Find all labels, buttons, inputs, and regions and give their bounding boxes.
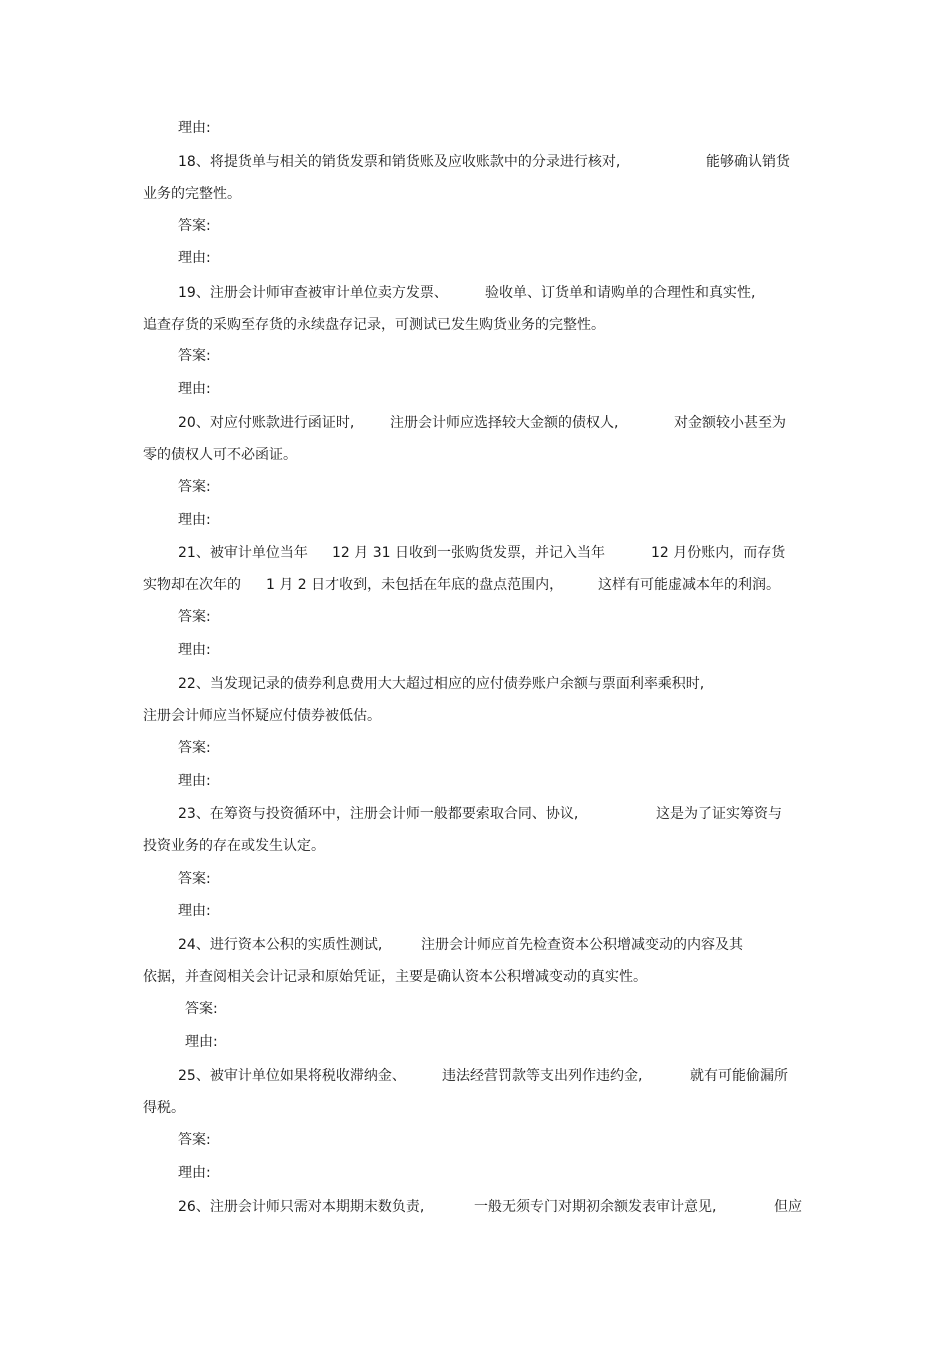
question-19-line-2: 追查存货的采购至存货的永续盘存记录，可测试已发生购货业务的完整性。 [143, 317, 605, 333]
answer-label: 答案: [178, 1132, 211, 1148]
question-18-line-2: 业务的完整性。 [143, 186, 241, 202]
question-text: 违法经营罚款等支出列作违约金, [442, 1068, 643, 1084]
question-text: 验收单、订货单和请购单的合理性和真实性, [485, 285, 756, 301]
question-text: 实物却在次年的 [143, 577, 241, 593]
reason-label: 理由: [178, 381, 211, 397]
question-text: 20、对应付账款进行函证时, [178, 415, 355, 431]
question-text: 注册会计师应首先检查资本公积增减变动的内容及其 [421, 937, 743, 953]
answer-label: 答案: [178, 479, 211, 495]
question-text: 就有可能偷漏所 [690, 1068, 788, 1084]
question-18-line-1 [178, 153, 620, 171]
answer-label: 答案: [178, 740, 211, 756]
question-22-line-2: 注册会计师应当怀疑应付债券被低估。 [143, 708, 381, 724]
reason-label: 理由: [178, 1165, 211, 1181]
question-20-line-2: 零的债权人可不必函证。 [143, 447, 297, 463]
question-text: 18、将提货单与相关的销货发票和销货账及应收账款中的分录进行核对, [178, 154, 621, 170]
question-text: 1 月 2 日才收到，未包括在年底的盘点范围内， [266, 577, 564, 593]
reason-label: 理由: [178, 903, 211, 919]
reason-label: 理由: [178, 250, 211, 266]
question-text: 能够确认销货 [706, 154, 790, 170]
question-text: 12 月份账内，而存货 [651, 545, 786, 561]
question-text: 25、被审计单位如果将税收滞纳金、 [178, 1068, 406, 1084]
answer-label: 答案: [178, 348, 211, 364]
question-text: 但应 [774, 1199, 802, 1215]
question-text: 对金额较小甚至为 [674, 415, 786, 431]
question-25-line-2: 得税。 [143, 1100, 185, 1116]
question-text: 26、注册会计师只需对本期期末数负责, [178, 1199, 425, 1215]
question-text: 这是为了证实筹资与 [656, 806, 782, 822]
question-23-line-2: 投资业务的存在或发生认定。 [143, 838, 325, 854]
question-text: 这样有可能虚减本年的利润。 [598, 577, 780, 593]
answer-label: 答案: [178, 218, 211, 234]
question-text: 22、当发现记录的债券利息费用大大超过相应的应付债券账户余额与票面利率乘积时, [178, 676, 705, 692]
question-text: 23、在筹资与投资循环中，注册会计师一般都要索取合同、协议, [178, 806, 579, 822]
reason-label: 理由: [178, 120, 211, 136]
reason-label: 理由: [178, 642, 211, 658]
question-text: 12 月 31 日收到一张购货发票，并记入当年 [332, 545, 605, 561]
answer-label: 答案: [185, 1001, 218, 1017]
answer-label: 答案: [178, 609, 211, 625]
question-text: 19、注册会计师审查被审计单位卖方发票、 [178, 285, 448, 301]
question-text: 一般无须专门对期初余额发表审计意见, [474, 1199, 717, 1215]
question-text: 21、被审计单位当年 [178, 545, 308, 561]
answer-label: 答案: [178, 871, 211, 887]
question-text: 24、进行资本公积的实质性测试, [178, 937, 383, 953]
reason-label: 理由: [178, 773, 211, 789]
question-text: 注册会计师应选择较大金额的债权人, [390, 415, 619, 431]
reason-label: 理由: [185, 1034, 218, 1050]
question-24-line-2: 依据，并查阅相关会计记录和原始凭证，主要是确认资本公积增减变动的真实性。 [143, 969, 647, 985]
reason-label: 理由: [178, 512, 211, 528]
